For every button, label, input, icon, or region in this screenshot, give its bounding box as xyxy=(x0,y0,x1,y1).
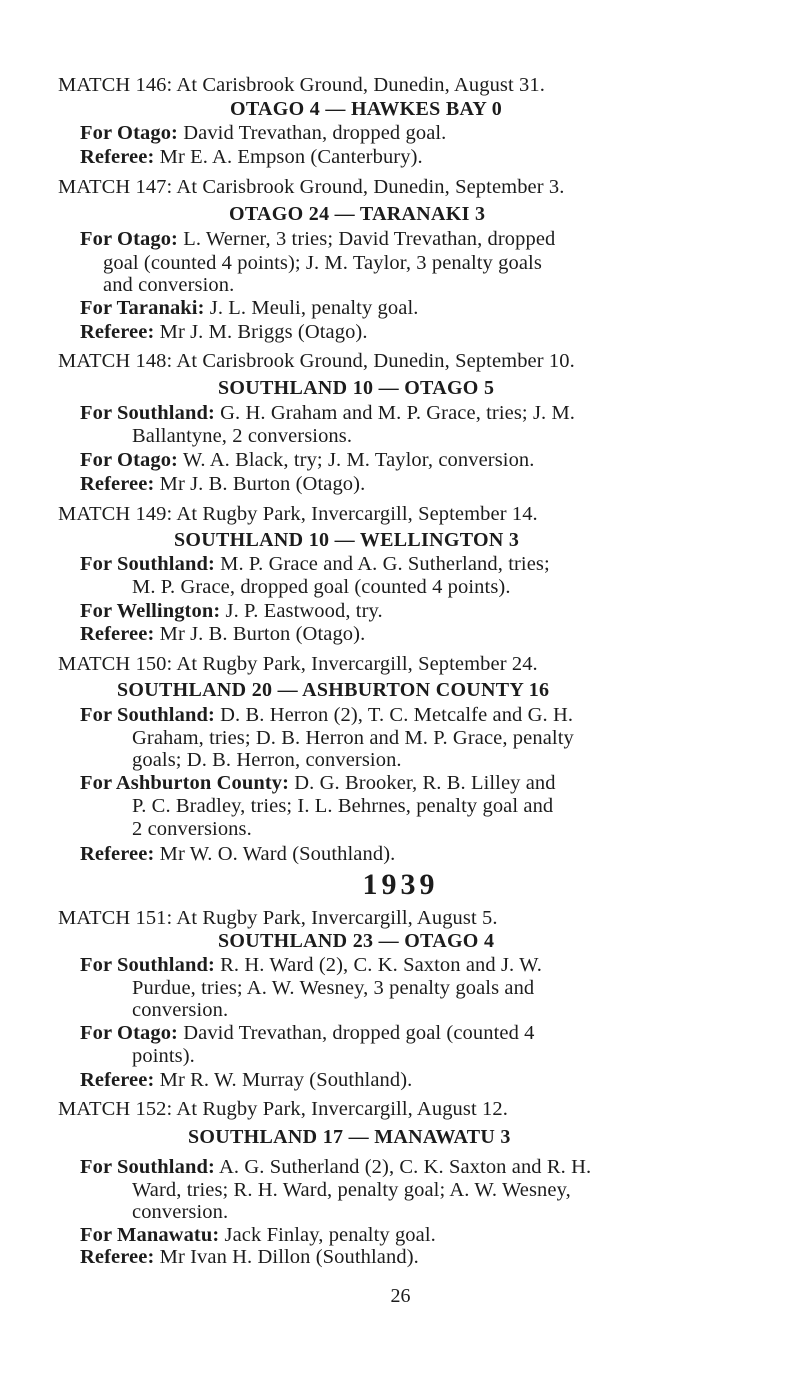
scorer-label: For Manawatu: xyxy=(80,1224,220,1246)
scorer-text: David Trevathan, dropped goal. xyxy=(183,122,447,144)
scorer-text: W. A. Black, try; J. M. Taylor, conversion. xyxy=(182,449,535,471)
scorer-text: J. L. Meuli, penalty goal. xyxy=(209,297,419,319)
scorer-text-continued: Ballantyne, 2 conversions. xyxy=(132,425,353,447)
scorer-label: For Southland: xyxy=(80,954,215,976)
scorer-text-continued: P. C. Bradley, tries; I. L. Behrnes, penalty goal and xyxy=(132,795,554,817)
referee-label: Referee: xyxy=(80,623,155,645)
scorer-label: For Southland: xyxy=(80,402,215,424)
match-146-header: MATCH 146: At Carisbrook Ground, Dunedin, August 31. xyxy=(58,74,545,96)
match-150-for-southland xyxy=(80,703,573,727)
scorer-label: For Otago: xyxy=(80,228,178,250)
scorer-label: For Taranaki: xyxy=(80,297,205,319)
match-150-result: SOUTHLAND 20 — ASHBURTON COUNTY 16 xyxy=(117,679,550,701)
referee-text: Mr J. M. Briggs (Otago). xyxy=(159,321,368,343)
match-147-header: MATCH 147: At Carisbrook Ground, Dunedin, September 3. xyxy=(58,176,565,198)
scorer-text: M. P. Grace and A. G. Sutherland, tries; xyxy=(220,553,550,575)
match-147-referee xyxy=(80,320,368,344)
match-147-result: OTAGO 24 — TARANAKI 3 xyxy=(229,203,486,225)
year-heading: 1939 xyxy=(362,868,439,901)
referee-text: Mr R. W. Murray (Southland). xyxy=(159,1069,413,1091)
match-152-for-manawatu xyxy=(80,1223,436,1247)
scorer-text: D. B. Herron (2), T. C. Metcalfe and G. H. xyxy=(220,704,574,726)
scorer-text-continued: 2 conversions. xyxy=(132,818,252,840)
match-147-for-otago xyxy=(80,227,555,251)
scorer-text: G. H. Graham and M. P. Grace, tries; J. M. xyxy=(220,402,576,424)
scorer-text: A. G. Sutherland (2), C. K. Saxton and R. H. xyxy=(219,1156,592,1178)
match-148-result: SOUTHLAND 10 — OTAGO 5 xyxy=(218,377,495,399)
match-151-for-otago xyxy=(80,1021,535,1045)
scorer-text: David Trevathan, dropped goal (counted 4 xyxy=(183,1022,535,1044)
match-150-referee xyxy=(80,842,395,866)
referee-label: Referee: xyxy=(80,1069,155,1091)
referee-text: Mr J. B. Burton (Otago). xyxy=(159,623,366,645)
referee-text: Mr Ivan H. Dillon (Southland). xyxy=(159,1246,419,1268)
scorer-label: For Southland: xyxy=(80,553,215,575)
match-151-result: SOUTHLAND 23 — OTAGO 4 xyxy=(218,930,495,952)
referee-label: Referee: xyxy=(80,1246,155,1268)
match-149-for-wellington xyxy=(80,599,383,623)
referee-label: Referee: xyxy=(80,473,155,495)
scorer-text-continued: goals; D. B. Herron, conversion. xyxy=(132,749,402,771)
scorer-text: J. P. Eastwood, try. xyxy=(225,600,383,622)
referee-text: Mr J. B. Burton (Otago). xyxy=(159,473,366,495)
scorer-label: For Wellington: xyxy=(80,600,221,622)
match-146-for-otago xyxy=(80,121,446,145)
match-150-for-ashburton-county xyxy=(80,771,556,795)
scorer-text: L. Werner, 3 tries; David Trevathan, dropped xyxy=(183,228,556,250)
referee-text: Mr E. A. Empson (Canterbury). xyxy=(159,146,423,168)
scorer-text-continued: Graham, tries; D. B. Herron and M. P. Grace, penalty xyxy=(132,727,574,749)
match-151-header: MATCH 151: At Rugby Park, Invercargill, August 5. xyxy=(58,907,498,929)
referee-label: Referee: xyxy=(80,321,155,343)
match-148-for-southland xyxy=(80,401,575,425)
match-152-for-southland xyxy=(80,1155,591,1179)
match-149-result: SOUTHLAND 10 — WELLINGTON 3 xyxy=(174,529,520,551)
match-149-for-southland xyxy=(80,552,550,576)
scorer-text-continued: conversion. xyxy=(132,1201,229,1223)
match-150-header: MATCH 150: At Rugby Park, Invercargill, September 24. xyxy=(58,653,538,675)
scorer-text-continued: goal (counted 4 points); J. M. Taylor, 3 penalty goals xyxy=(103,252,542,274)
match-148-referee xyxy=(80,472,365,496)
referee-text: Mr W. O. Ward (Southland). xyxy=(159,843,396,865)
scorer-label: For Otago: xyxy=(80,449,178,471)
scorer-text: Jack Finlay, penalty goal. xyxy=(224,1224,436,1246)
match-146-referee xyxy=(80,145,423,169)
scorer-label: For Otago: xyxy=(80,1022,178,1044)
match-148-header: MATCH 148: At Carisbrook Ground, Dunedin, September 10. xyxy=(58,350,575,372)
match-148-for-otago xyxy=(80,448,535,472)
referee-label: Referee: xyxy=(80,146,155,168)
referee-label: Referee: xyxy=(80,843,155,865)
scorer-label: For Ashburton County: xyxy=(80,772,290,794)
match-149-referee xyxy=(80,622,365,646)
scorer-text: D. G. Brooker, R. B. Lilley and xyxy=(294,772,556,794)
scorer-text-continued: and conversion. xyxy=(103,274,235,296)
scorer-text-continued: Purdue, tries; A. W. Wesney, 3 penalty goals and xyxy=(132,977,535,999)
scorer-text-continued: M. P. Grace, dropped goal (counted 4 points). xyxy=(132,576,511,598)
scorer-label: For Southland: xyxy=(80,1156,215,1178)
scorer-text-continued: points). xyxy=(132,1045,195,1067)
scorer-text: R. H. Ward (2), C. K. Saxton and J. W. xyxy=(220,954,542,976)
match-152-referee xyxy=(80,1245,419,1269)
match-147-for-taranaki xyxy=(80,296,418,320)
match-146-result: OTAGO 4 — HAWKES BAY 0 xyxy=(230,98,503,120)
scorer-text-continued: conversion. xyxy=(132,999,229,1021)
match-149-header: MATCH 149: At Rugby Park, Invercargill, September 14. xyxy=(58,503,538,525)
match-151-referee xyxy=(80,1068,412,1092)
match-151-for-southland xyxy=(80,953,542,977)
scorer-label: For Southland: xyxy=(80,704,215,726)
match-152-result: SOUTHLAND 17 — MANAWATU 3 xyxy=(188,1126,511,1148)
page-number: 26 xyxy=(390,1285,411,1307)
match-152-header: MATCH 152: At Rugby Park, Invercargill, August 12. xyxy=(58,1098,508,1120)
scorer-text-continued: Ward, tries; R. H. Ward, penalty goal; A. W. Wesney, xyxy=(132,1179,571,1201)
scorer-label: For Otago: xyxy=(80,122,178,144)
